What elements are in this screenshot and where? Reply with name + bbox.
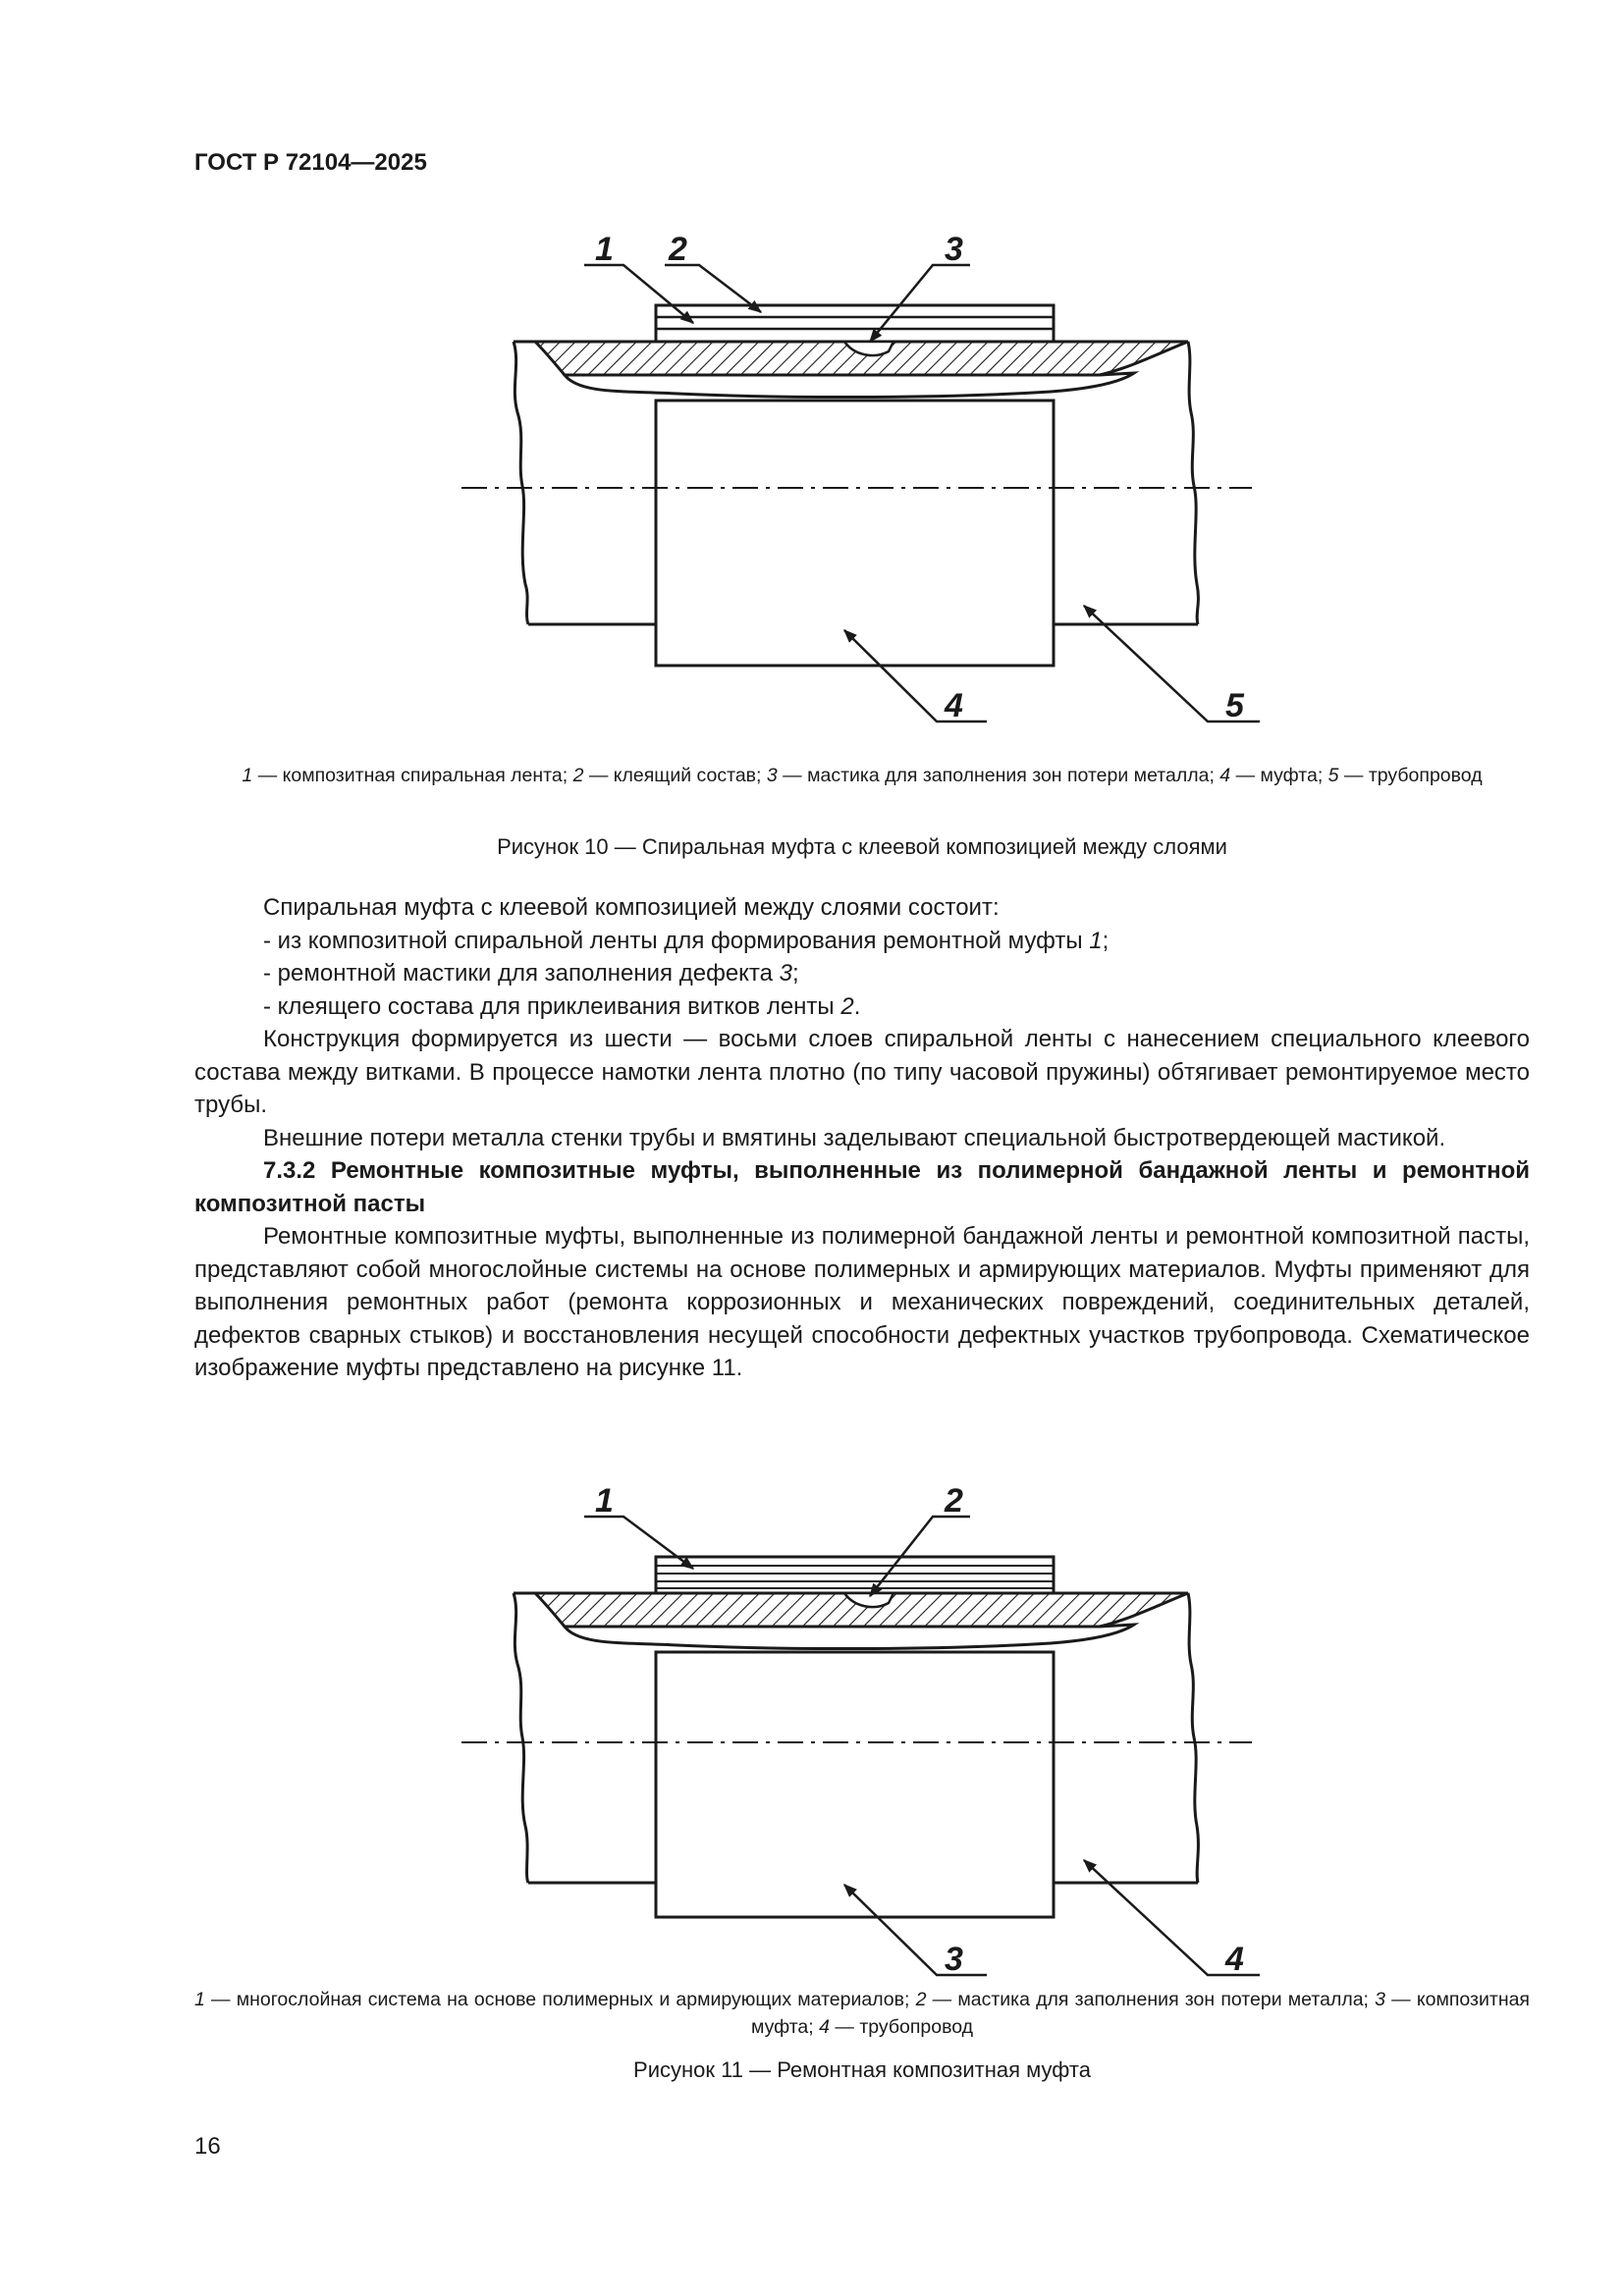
callout-3: 3 <box>945 1941 963 1978</box>
figure-10-caption: Рисунок 10 — Спиральная муфта с клеевой композицией между слоями <box>497 834 1227 859</box>
paragraph: Спиральная муфта с клеевой композицией между слоями состоит: <box>263 894 1000 921</box>
figure-10-legend: 1 — композитная спиральная лента; 2 — клеящий состав; 3 — мастика для заполнения зон потери металла; 4 — муфта; 5 — трубопровод <box>242 765 1483 786</box>
section-heading: 7.3.2 Ремонтные композитные муфты, выполненные из полимерной бандажной ленты и ремонтной композитной пасты <box>194 1157 1530 1217</box>
list-item: - из композитной спиральной ленты для формирования ремонтной муфты 1; <box>263 927 1110 954</box>
callout-4: 4 <box>1225 1941 1244 1978</box>
list-item: - ремонтной мастики для заполнения дефекта 3; <box>263 960 799 987</box>
figure-11-drawing <box>0 1472 1624 1983</box>
metal-loss-zone <box>565 373 1134 398</box>
callout-5: 5 <box>1225 687 1244 724</box>
callout-4: 4 <box>945 687 963 724</box>
figure-11-legend: 1 — многослойная система на основе полимерных и армирующих материалов; 2 — мастика для заполнения зон потери металла; 3 — композитная муфта; 4 — трубопровод <box>194 1989 1530 2038</box>
sleeve <box>656 400 1054 666</box>
paragraph: Внешние потери металла стенки трубы и вмятины заделывают специальной быстротвердеющей мастикой. <box>263 1124 1446 1151</box>
list-item: - клеящего состава для приклеивания витков ленты 2. <box>263 992 861 1020</box>
paragraph: Ремонтные композитные муфты, выполненные из полимерной бандажной ленты и ремонтной композитной пасты, представляют собой многослойные системы на основе полимерных и армирующих материалов. Муфты применяют для выполнения ремонтных работ (ремонта коррозионных и механических повреждений, соединительных деталей, дефектов сварных стыков) и восстановления несущей способности дефектных участков трубопровода. Схематическое изображение муфты представлено на рисунке 11. <box>194 1223 1530 1381</box>
body-text <box>194 891 1530 1385</box>
figure-10-drawing <box>0 226 1624 736</box>
document-header: ГОСТ Р 72104—2025 <box>194 149 427 176</box>
paragraph: Конструкция формируется из шести — восьми слоев спиральной ленты с нанесением специального клеевого состава между витками. В процессе намотки лента плотно (по типу часовой пружины) обтягивает ремонтируемое место трубы. <box>194 1026 1530 1118</box>
callout-1: 1 <box>595 231 614 268</box>
callout-2: 2 <box>945 1482 963 1520</box>
pipe-right-break <box>1188 342 1198 624</box>
page-number: 16 <box>194 2133 221 2160</box>
composite-sleeve <box>656 1652 1054 1917</box>
pipe-left-break <box>514 342 528 624</box>
figure-11-caption: Рисунок 11 — Ремонтная композитная муфта <box>633 2057 1091 2082</box>
callout-3: 3 <box>945 231 963 268</box>
callout-1: 1 <box>595 1482 614 1520</box>
callout-2: 2 <box>669 231 687 268</box>
spiral-tape-layers <box>656 305 1054 342</box>
